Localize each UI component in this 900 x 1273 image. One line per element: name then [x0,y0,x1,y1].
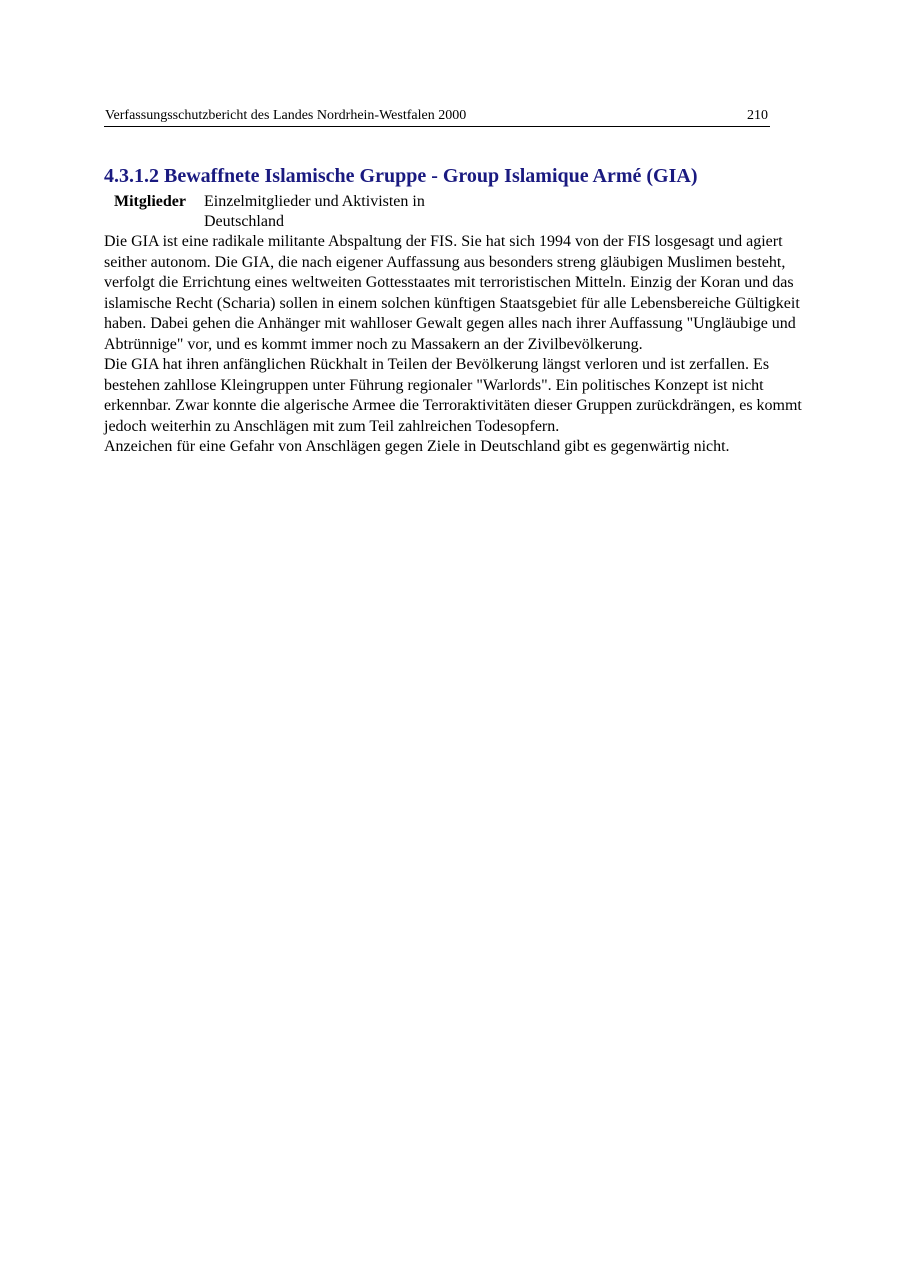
paragraph: Die GIA ist eine radikale militante Abspaltung der FIS. Sie hat sich 1994 von der FIS losgesagt und agiert seither autonom. Die GIA, die nach eigener Auffassung aus besonders streng gläubigen Muslimen besteht, verfolgt die Errichtung eines weltweiten Gottesstaates mit terroristischen Mitteln. Einzig der Koran und das islamische Recht (Scharia) sollen in einem solchen künftigen Staatsgebiet für alle Lebensbereiche Gültigkeit haben. Dabei gehen die Anhänger mit wahlloser Gewalt gegen alles nach ihrer Auffassung "Ungläubige und Abtrünnige" vor, und es kommt immer noch zu Massakern an der Zivilbevölkerung. [104,233,800,353]
paragraph: Anzeichen für eine Gefahr von Anschlägen gegen Ziele in Deutschland gibt es gegenwärtig nicht. [104,438,730,455]
page-number: 210 [747,108,768,123]
members-label: Mitglieder [114,193,186,210]
members-table [114,192,454,232]
page-header [104,107,770,127]
members-value: Einzelmitglieder und Aktivisten in Deutschland [204,193,425,230]
body-text [104,232,804,458]
paragraph: Die GIA hat ihren anfänglichen Rückhalt in Teilen der Bevölkerung längst verloren und ist zerfallen. Es bestehen zahllose Kleingruppen unter Führung regionaler "Warlords". Ein politisches Konzept ist nicht erkennbar. Zwar konnte die algerische Armee die Terroraktivitäten dieser Gruppen zurückdrängen, es kommt jedoch weiterhin zu Anschlägen mit zum Teil zahlreichen Todesopfern. [104,356,802,435]
header-title: Verfassungsschutzbericht des Landes Nordrhein-Westfalen 2000 [105,108,467,123]
section-heading: 4.3.1.2 Bewaffnete Islamische Gruppe - Group Islamique Armé (GIA) [104,165,698,187]
members-row [114,192,454,232]
